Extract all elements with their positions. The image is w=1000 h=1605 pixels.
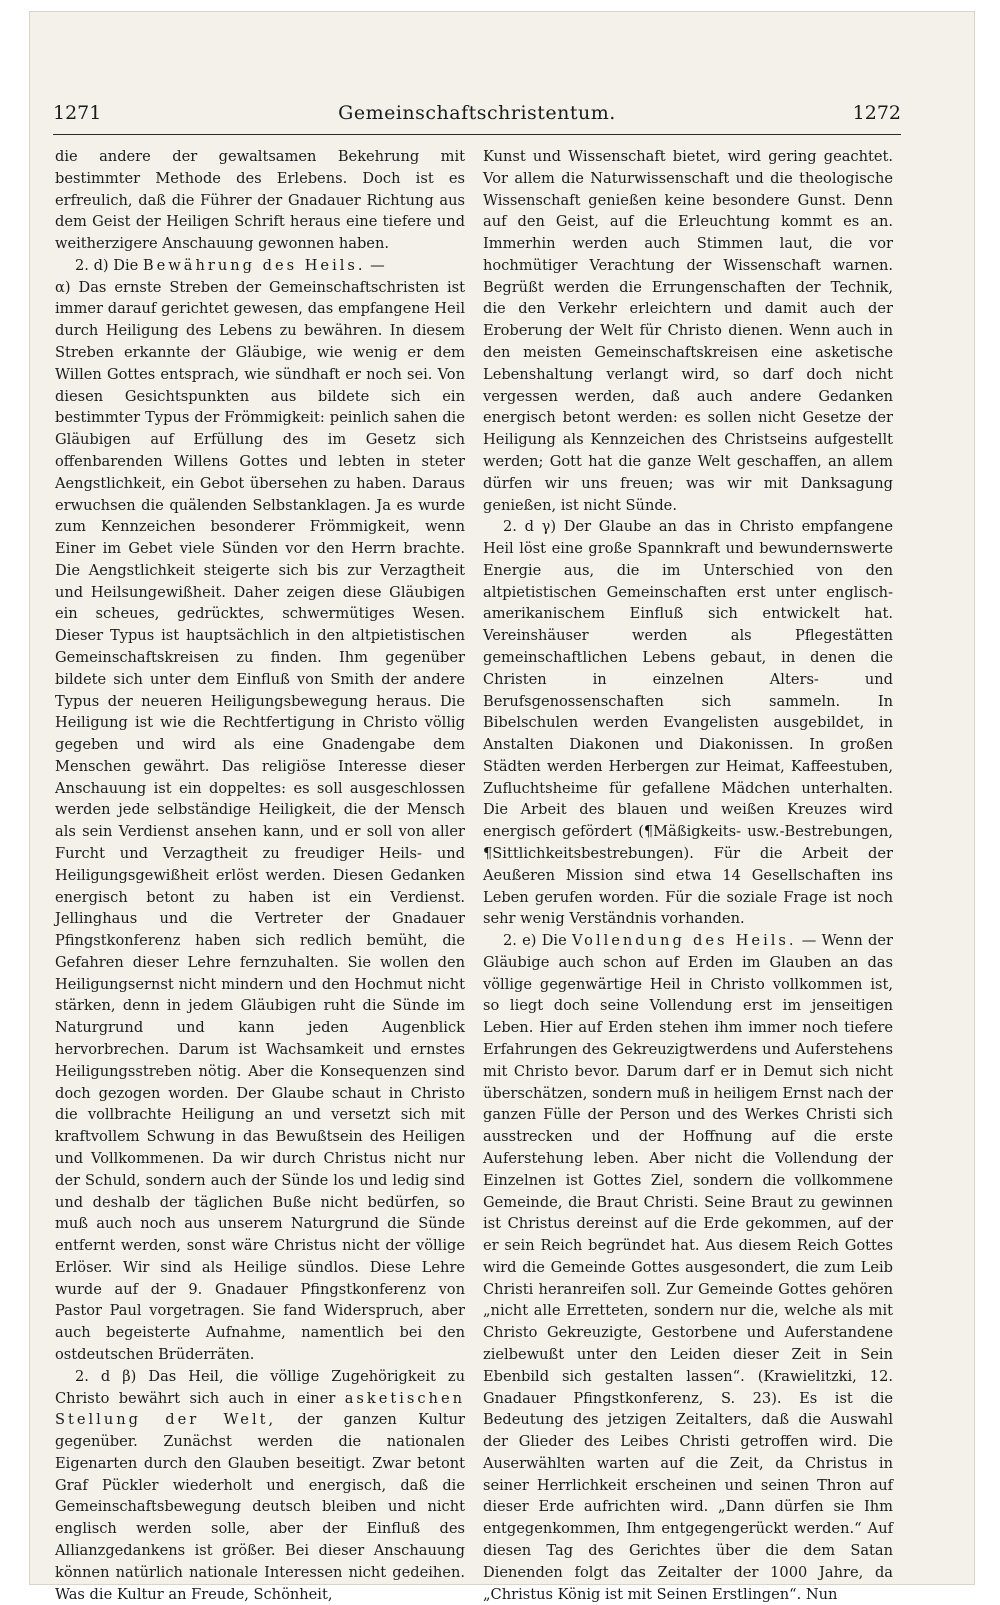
section-heading-paragraph [55,1366,465,1605]
right-column [483,146,893,1603]
left-column [55,146,465,1603]
paragraph: 2. d γ) Der Glaube an das in Christo empfangene Heil löst eine große Spannkraft und bewundernswerte Energie aus, die im Unterschied von den altpietistischen Gemeinschaften erst unter englisch-amerikanischem Einfluß sich entwickelt hat. Vereinshäuser werden als Pflegestätten gemeinschaftlichen Lebens gebaut, in denen die Christen in einzelnen Alters- und Berufsgenossenschaften sich sammeln. In Bibelschulen werden Evangelisten ausgebildet, in Anstalten Diakonen und Diakonissen. In großen Städten werden Herbergen zur Heimat, Kaffeestuben, Zufluchtsheime für gefallene Mädchen unterhalten. Die Arbeit des blauen und weißen Kreuzes wird energisch gefördert (¶Mäßigkeits- usw.-Bestrebungen, ¶Sittlichkeitsbestrebungen). Für die Arbeit der Aeußeren Mission sind etwa 14 Gesellschaften ins Leben gerufen worden. Für die soziale Frage ist noch sehr wenig Verständnis vorhanden. [483,518,893,928]
paragraph-text: der ganzen Kultur gegenüber. Zunächst werden die nationalen Eigenarten durch den Glauben beseitigt. Zwar betont Graf Pückler wiederholt und energisch, daß die Gemeinschaftsbewegung deutsch bleiben und nicht englisch werden solle, aber der Einfluß des Allianzgedankens ist größer. Bei dieser Anschauung können natürlich nationale Interessen nicht gedeihen. Was die Kultur an Freude, Schönheit, [55,1411,465,1603]
section-number: 2. e) Die [503,932,567,950]
section-title: Vollendung des Heils. [571,932,797,950]
section-number: 2. d β) Das Heil, die völlige Zugehörigkeit zu Christo bewährt sich auch in einer [55,1367,465,1407]
section-title: Bewährung des Heils. [142,256,366,274]
section-title: asketischen Stellung der Welt, [55,1389,465,1429]
paragraph: Kunst und Wissenschaft bietet, wird gering geachtet. Vor allem die Naturwissenschaft und die theologische Wissenschaft genießen keine besondere Gunst. Denn auf den Geist, auf die Erleuchtung kommt es an. Immerhin werden auch Stimmen laut, die vor hochmütiger Verachtung der Wissenschaft warnen. Begrüßt werden die Errungenschaften der Technik, die den Verkehr erleichtern und damit auch der Eroberung der Welt für Christo dienen. Wenn auch in den meisten Gemeinschaftskreisen eine asketische Lebenshaltung verlangt wird, so darf doch nicht vergessen werden, daß auch andere Gedanken energisch betont werden: es sollen nicht Gesetze der Heiligung als Kennzeichen des Christseins aufgestellt werden; Gott hat die ganze Welt geschaffen, an allem dürfen wir uns freuen; was wir mit Danksagung genießen, ist nicht Sünde. [483,148,893,514]
section-heading-paragraph [55,255,465,277]
section-heading-paragraph [483,930,893,1605]
section-number: 2. d) Die [75,256,139,274]
paragraph-text: — Wenn der Gläubige auch schon auf Erden im Glauben an das völlige gegenwärtige Heil in Christo vollkommen ist, so liegt doch seine Vollendung erst im jenseitigen Leben. Hier auf Erden stehen ihm immer noch tiefere Erfahrungen des Gekreuzigtwerdens und Auferstehens mit Christo bevor. Darum darf er in Demut sich nicht überschätzen, sondern muß in heiligem Ernst nach der ganzen Fülle der Person und des Werkes Christi sich ausstrecken und der Hoffnung auf die erste Auferstehung leben. Aber nicht die Vollendung der Einzelnen ist Gottes Ziel, sondern die vollkommene Gemeinde, die Braut Christi. Seine Braut zu gewinnen ist Christus dereinst auf die Erde gekommen, auf der er sein Reich begründet hat. Aus diesem Reich Gottes wird die Gemeinde Gottes ausgesondert, die zum Leib Christi heranreifen soll. Zur Gemeinde Gottes gehören „nicht alle Erretteten, sondern nur die, welche als mit Christo Gekreuzigte, Gestorbene und Auferstandene zielbewußt unter den Leiden dieser Zeit in Sein Ebenbild sich gestalten lassen“. (Krawielitzki, 12. Gnadauer Pfingstkonferenz, S. 23). Es ist die Bedeutung des jetzigen Zeitalters, daß die Auswahl der Glieder des Leibes Christi getroffen wird. Die Auserwählten warten auf die Zeit, da Christus in seiner Herrlichkeit erscheinen und seinen Thron auf dieser Erde aufrichten wird. „Dann dürfen sie Ihm entgegenkommen, Ihm entgegengerückt werden.“ Auf diesen Tag des Gerichtes über die dem Satan Dienenden folgt das Zeitalter der 1000 Jahre, da „Christus König ist mit Seinen Erstlingen“. Nun [483,932,893,1603]
running-header [53,100,901,135]
paragraph: α) Das ernste Streben der Gemeinschaftschristen ist immer darauf gerichtet gewesen, das empfangene Heil durch Heiligung des Lebens zu bewähren. In diesem Streben erkannte der Gläubige, wie wenig er dem Willen Gottes entsprach, wie sündhaft er noch sei. Von diesen Gesichtspunkten aus bildete sich ein bestimmter Typus der Frömmigkeit: peinlich sahen die Gläubigen auf Erfüllung des im Gesetz sich offenbarenden Willens Gottes und lebten in steter Aengstlichkeit, ein Gebot übersehen zu haben. Daraus erwuchsen die quälenden Selbstanklagen. Ja es wurde zum Kennzeichen besonderer Frömmigkeit, wenn Einer im Gebet viele Sünden vor den Herrn brachte. Die Aengstlichkeit steigerte sich bis zur Verzagtheit und Heilsungewißheit. Daher zeigen diese Gläubigen ein scheues, gedrücktes, schwermütiges Wesen. Dieser Typus ist hauptsächlich in den altpietistischen Gemeinschaftskreisen zu finden. Ihm gegenüber bildete sich unter dem Einfluß von Smith der andere Typus der neueren Heiligungsbewegung heraus. Die Heiligung ist wie die Rechtfertigung in Christo völlig gegeben und wird als eine Gnadengabe dem Menschen gewährt. Das religiöse Interesse dieser Anschauung ist ein doppeltes: es soll ausgeschlossen werden jede selbständige Heiligkeit, die der Mensch als sein Verdienst ansehen kann, und er soll von aller Furcht und Verzagtheit zu freudiger Heils- und Heiligungsgewißheit erlöst werden. Diesen Gedanken energisch betont zu haben ist ein Verdienst. Jellinghaus und die Vertreter der Gnadauer Pfingstkonferenz haben sich redlich bemüht, die Gefahren dieser Lehre fernzuhalten. Sie wollen den Heiligungsernst nicht mindern und den Hochmut nicht stärken, denn in jedem Gläubigen ruht die Sünde im Naturgrund und kann jeden Augenblick hervorbrechen. Darum ist Wachsamkeit und ernstes Heiligungsstreben nötig. Aber die Konsequenzen sind doch gezogen worden. Der Glaube schaut in Christo die vollbrachte Heiligung an und versetzt sich mit kraftvollem Schwung in das Bewußtsein des Heiligen und Vollkommenen. Da wir durch Christus nicht nur der Schuld, sondern auch der Sünde los und ledig sind und deshalb der täglichen Buße nicht bedürfen, so muß auch noch aus unserem Naturgrund die Sünde entfernt werden, sonst wäre Christus nicht der völlige Erlöser. Wir sind als Heilige sündlos. Diese Lehre wurde auf der 9. Gnadauer Pfingstkonferenz von Pastor Paul vorgetragen. Sie fand Widerspruch, aber auch begeisterte Aufnahme, namentlich bei den ostdeutschen Brüderräten. [55,278,465,1363]
section-dash: — [365,256,385,274]
page-number-left: 1271 [53,102,102,124]
running-title: Gemeinschaftschristentum. [338,102,616,124]
page-number-right: 1272 [852,102,901,124]
paragraph: die andere der gewaltsamen Bekehrung mit bestimmter Methode des Erlebens. Doch ist es erfreulich, daß die Führer der Gnadauer Richtung aus dem Geist der Heiligen Schrift heraus eine tiefere und weitherzigere Anschauung gewonnen haben. [55,148,465,253]
